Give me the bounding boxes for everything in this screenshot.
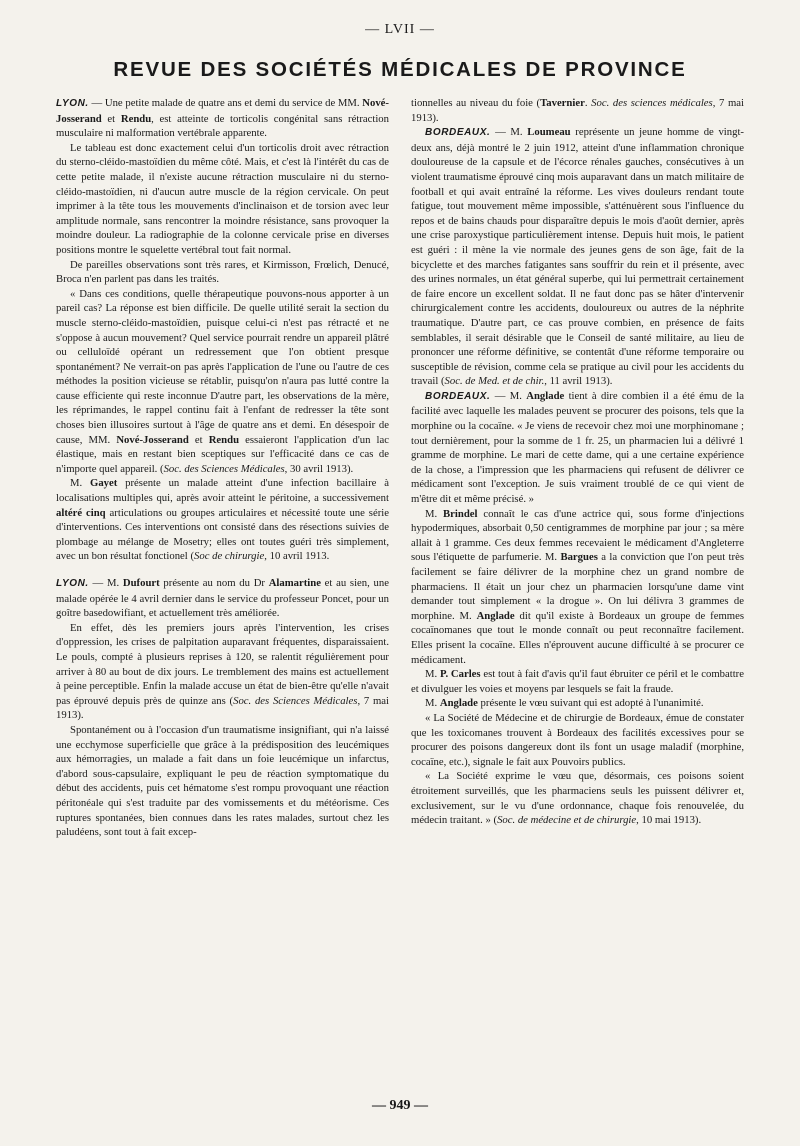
paragraph — [411, 96, 744, 125]
source-citation: Soc. de médecine et de chirurgie — [497, 814, 637, 827]
paragraph — [411, 696, 744, 711]
paragraph — [411, 507, 744, 668]
text: M. — [425, 507, 444, 520]
city-heading: BORDEAUX. — [425, 390, 491, 402]
paragraph: Le tableau est donc exactement celui d'un torticolis droit avec rétraction du sterno-cléido-mastoïdien du même côté. Mais, et c'est là l'intérêt du cas de cette petite malade, il n'existe aucune rétraction musculaire ni du sterno-cléido-mastoïdien, ni d'aucun autre muscle de la région cervicale. On peut imprimer à la tête tous les mouvements d'inclinaison et de torsion avec leur amplitude normale, sans rencontrer la moindre résistance, sans provoquer la moindre douleur. La radiographie de la colonne cervicale prise en diverses positions montre le squelette vertébral tout fait normal. — [56, 141, 389, 256]
text: présente le vœu suivant qui est adopté à l'unanimité. — [477, 697, 704, 710]
city-heading: LYON. — [56, 98, 89, 109]
paragraph — [56, 576, 389, 621]
source-citation: Soc. des Sciences Médicales — [163, 462, 285, 475]
source-citation: Soc. des sciences médicales — [591, 97, 713, 109]
text: tionnelles au niveau du foie ( — [411, 97, 541, 109]
paragraph — [56, 621, 389, 723]
text: , 7 mai 1913). — [411, 97, 744, 124]
text: , 30 avril 1913). — [284, 462, 354, 475]
page-number: — 949 — — [372, 1098, 428, 1113]
paragraph — [411, 389, 744, 507]
text: tient à dire combien il a été ému de la facilité avec laquelle les malades peuvent se procurer des poisons, tels que la morphine ou la cocaïne. « Je viens de recevoir chez moi une morphinomane ; tout dernièrement, pour la somme de 1 fr. 25, un pharmacien lui a délivré 1 gramme de morphine. Le mari de cette dame, qui a une certaine expérience de la chose, a l'impression que les pharmaciens qui refusent de délivrer ce médicament sont l'exception. Je suis vraiment troublé de ce qui vient de m'être dit et même précisé. » — [411, 389, 744, 506]
source-citation: Soc. de Med. et de chir. — [444, 375, 545, 388]
text: articulations ou groupes articulaires et nécessité toute une série d'interventions. Ces interventions ont consisté dans des résections suivies de plombage au mélange de Mosetry; elles ont toutes guéri très simplement, avec un bon résultat fonctionel ( — [56, 506, 389, 563]
person-name: Bargues — [560, 551, 598, 564]
text: , 10 mai 1913). — [636, 814, 702, 827]
emphasis: altéré cinq — [56, 506, 106, 519]
text: M. — [70, 477, 91, 490]
person-name: Brindel — [443, 507, 478, 520]
person-name: Loumeau — [527, 126, 571, 139]
text: , 7 mai 1913). — [56, 694, 390, 722]
text: , 10 avril 1913. — [264, 550, 330, 563]
text: « La Société exprime le vœu que, désormais, ces poisons soient étroitement surveillés, que les pharmaciens seuls les puissent délivrer et, exclusivement, sur le vu d'une ordonnance, chaque fois renouvelée, du médecin traitant. » ( — [411, 770, 744, 827]
paragraph — [411, 667, 744, 696]
person-name: Tavernier — [540, 97, 585, 109]
text: « Dans ces conditions, quelle thérapeutique pouvons-nous apporter à un pareil cas? La réponse est bien difficile. De quelle utilité serait la section du muscle sterno-cléido-mastoïdien, puisque celui-ci n'est pas rétracté et ne s'oppose à aucun mouvement? Quel service pourrait rendre un appareil plâtré ou celluloïdé opérant un redressement que l'on obtient presque spontanément? Ne verrait-on pas après l'application de l'une ou l'autre de ces méthodes la position vicieuse se rétablir, puisqu'on n'aura pas lutté contre la cause efficiente qui reste inconnue D'autre part, les observations de la mère, les réprimandes, le rappel continu fait à l'enfant de redresser la tête sont choses bien illusoires surtout à l'âge de quatre ans et demi. En désespoir de cause, MM. — [56, 287, 389, 446]
left-column — [56, 96, 389, 1096]
paragraph — [411, 125, 744, 389]
city-heading: LYON. — [56, 578, 89, 589]
paragraph — [56, 96, 389, 141]
text: M. — [425, 668, 440, 681]
text: dit qu'il existe à Bordeaux un groupe de femmes cocaïnomanes que tout le monde connaît ou peut reconnaître facilement. Elles prisent la cocaïne. Elles n'éprouvent aucune difficulté à se procurer ce médicament. — [411, 609, 744, 666]
roman-page-number: — LVII — — [365, 22, 435, 37]
text: , 11 avril 1913). — [544, 375, 613, 388]
person-name: Anglade — [439, 697, 478, 710]
text: et au sien, une malade opérée le 4 avril dernier dans le service du professeur Poncet, pour un goître basedowifiant, et actuellement très améliorée. — [56, 577, 389, 620]
text: présente au nom du Dr — [159, 577, 269, 589]
text: — Une petite malade de quatre ans et demi du service de MM. — [88, 97, 363, 109]
text: — M. — [490, 389, 527, 402]
text: — M. — [490, 126, 528, 139]
text: , est atteinte de torticolis congénital sans rétraction musculaire ni malformation vertébrale apparente. — [56, 112, 389, 140]
person-name: Nové-Josserand — [116, 433, 189, 446]
city-heading: BORDEAUX. — [425, 127, 491, 139]
person-name: Dufourt — [122, 577, 160, 589]
paragraph — [56, 287, 389, 477]
person-name: Gayet — [90, 477, 118, 490]
paragraph: Spontanément ou à l'occasion d'un traumatisme insignifiant, qui n'a laissé une ecchymose superficielle que grâce à la prédisposition des leucémiques aux hémorragies, un malade a fait dans un foie leucémique un infarctus, d'abord sous-capsulaire, expliquant le peu de réaction symptomatique du début des accidents, puis cet hématome s'est rompu provoquant une réaction péritonéale qui s'est traduite par des vomissements et du météorisme. Ces ruptures spontanées, bien connues dans les rates malades, surtout chez les paludéens, sont tout à fait excep- — [56, 723, 389, 839]
paragraph: De pareilles observations sont très rares, et Kirmisson, Frœlich, Denucé, Broca n'en parlent pas dans les traités. — [56, 258, 389, 286]
person-name: Anglade — [476, 609, 515, 622]
text: représente un jeune homme de vingt-deux ans, déjà montré le 2 juin 1912, atteint d'une inflammation chronique douloureuse de la capsule et de l'écorce rénales gauches, consécutives à un violent traumatisme éprouvé cinq mois auparavant dans un match militaire de football et qui avait entraîné la réforme. Les vives douleurs rendant toute fatigue, tout mouvement même impossible, s'atténuèrent sous l'influence du repos et de bains chauds pour disparaître depuis le mois d'août dernier, après une crise paroxystique particulièrement intense. Depuis huit mois, le patient est guéri : il mène la vie normale des jeunes gens de son âge, fait de la bicyclette et des marches fatigantes sans souffrir du rein et il présente, avec des urines normales, un état général superbe, qui lui permettrait certainement de faire encore un excellent soldat. Il ne faut donc pas se hâter d'intervenir chirurgicalement contre les accidents, douloureux ou autres de la néphrite traumatique. D'autre part, ce cas prouve combien, en présence de faits semblables, il serait désirable que le Conseil de santé militaire, au lieu de prononcer une réforme définitive, se contentât d'une réforme temporaire ou susceptible de révision, comme cela se pratique au civil pour les accidents du travail ( — [411, 126, 744, 388]
person-name: Nové-Josserand — [56, 97, 389, 125]
text: et — [101, 112, 121, 125]
source-citation: Soc. des Sciences Médicales — [233, 694, 358, 707]
paragraph — [56, 476, 389, 564]
paragraph — [411, 769, 744, 827]
source-citation: Soc de chirurgie — [194, 550, 265, 563]
person-name: P. Carles — [439, 668, 481, 681]
text: En effet, dès les premiers jours après l'intervention, les crises d'oppression, les crises de palpitation auparavant fréquentes, disparaissaient. Le pouls, compté à plusieurs reprises à 120, se ralentit régulièrement pour arriver à 80 au bout de dix jours. Le tremblement des mains est actuellement à peine perceptible. Enfin la malade accuse un état de bien-être qu'elle n'avait pas éprouvé depuis près de quinze ans ( — [56, 621, 389, 707]
text: . — [584, 97, 592, 109]
paragraph: « La Société de Médecine et de chirurgie de Bordeaux, émue de constater que les toxicomanes trouvent à Bordeaux des facilités excessives pour se procurer des poisons dangereux dont ils font un usage maladif (morphine, cocaïne, etc.), signale le fait aux Pouvoirs publics. — [411, 711, 744, 768]
text: a la conviction que l'on peut très facilement se faire délivrer de la morphine chez un grand nombre de pharmaciens. Il était un jour chez un pharmacien lorsqu'une dame vint demander tout simplement « la drogue ». On lui délivra 3 grammes de morphine. M. — [411, 551, 744, 622]
two-column-body — [56, 96, 744, 1096]
person-name: Rendu — [120, 112, 152, 125]
text: et — [188, 433, 209, 446]
person-name: Anglade — [526, 389, 565, 402]
page-title: REVUE DES SOCIÉTÉS MÉDICALES DE PROVINCE — [113, 58, 687, 81]
text: — M. — [88, 577, 123, 589]
text: M. — [425, 697, 440, 710]
text: est tout à fait d'avis qu'il faut ébruiter ce péril et le combattre et divulguer les voies et moyens par lesquels se fait la fraude. — [411, 668, 744, 695]
text: présente un malade atteint d'une infection bacillaire à localisations multiples qui, après avoir atteint le péritoine, a successivement — [56, 477, 389, 505]
right-column — [411, 96, 744, 1096]
person-name: Rendu — [208, 433, 240, 446]
text: essaieront l'application d'un lac élastique, mais en restant bien sceptiques sur l'efficacité dans ce cas de n'importe quel appareil. ( — [56, 433, 390, 475]
text: connaît le cas d'une actrice qui, sous forme d'injections hypodermiques, absorbait 0,50 centigrammes de morphine par jour ; sa mère allait à 1 gramme. Ces deux femmes recevaient le médicament d'Angleterre sous l'étiquette de parfumerie. M. — [411, 507, 744, 564]
person-name: Alamartine — [268, 577, 321, 589]
